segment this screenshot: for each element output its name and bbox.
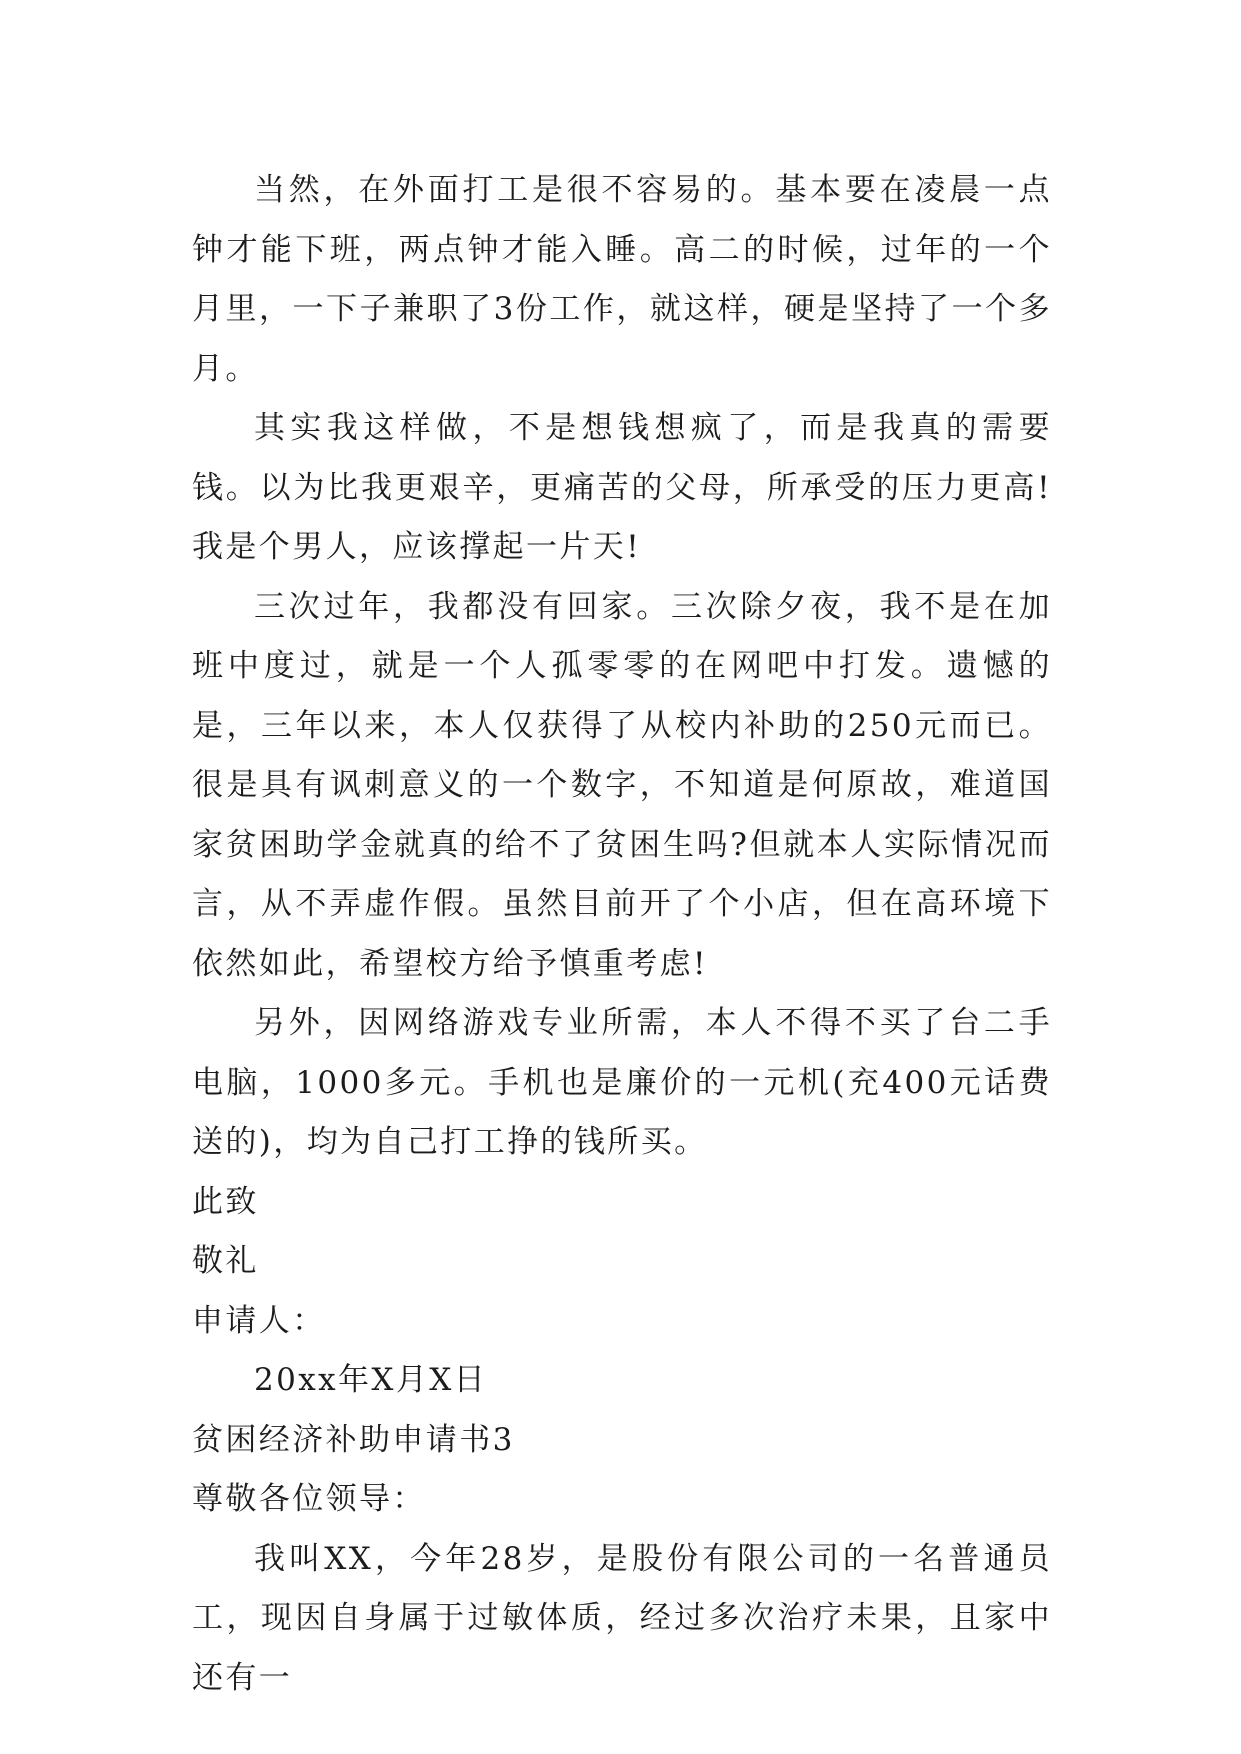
closing-jingli: 敬礼	[192, 1243, 259, 1279]
document-body	[192, 161, 1052, 1708]
paragraph-self-intro: 我叫XX，今年28岁，是股份有限公司的一名普通员工，现因自身属于过敏体质，经过多次治疗未果，且家中还有一	[192, 1540, 1052, 1696]
section-title: 贫困经济补助申请书3	[192, 1421, 515, 1458]
salutation: 尊敬各位领导：	[192, 1481, 426, 1517]
closing-cizhi: 此致	[192, 1183, 259, 1220]
paragraph-need-money: 其实我这样做，不是想钱想疯了，而是我真的需要钱。以为比我更艰辛，更痛苦的父母，所承受的压力更高!我是个男人，应该撑起一片天!	[192, 410, 1052, 565]
paragraph-new-year: 三次过年，我都没有回家。三次除夕夜，我不是在加班中度过，就是一个人孤零零的在网吧中打发。遗憾的是，三年以来，本人仅获得了从校内补助的250元而已。很是具有讽刺意义的一个数字，不知道是何原故，难道国家贫困助学金就真的给不了贫困生吗?但就本人实际情况而言，从不弄虚作假。虽然目前开了个小店，但在高环境下依然如此，希望校方给予慎重考虑!	[192, 588, 1052, 982]
application-date: 20xx年X月X日	[254, 1362, 488, 1398]
paragraph-work-hardship: 当然，在外面打工是很不容易的。基本要在凌晨一点钟才能下班，两点钟才能入睡。高二的时候，过年的一个月里，一下子兼职了3份工作，就这样，硬是坚持了一个多月。	[192, 172, 1052, 387]
paragraph-computer-phone: 另外，因网络游戏专业所需，本人不得不买了台二手电脑，1000多元。手机也是廉价的一元机(充400元话费送的)，均为自己打工挣的钱所买。	[192, 1005, 1052, 1160]
applicant-label: 申请人：	[192, 1302, 326, 1339]
